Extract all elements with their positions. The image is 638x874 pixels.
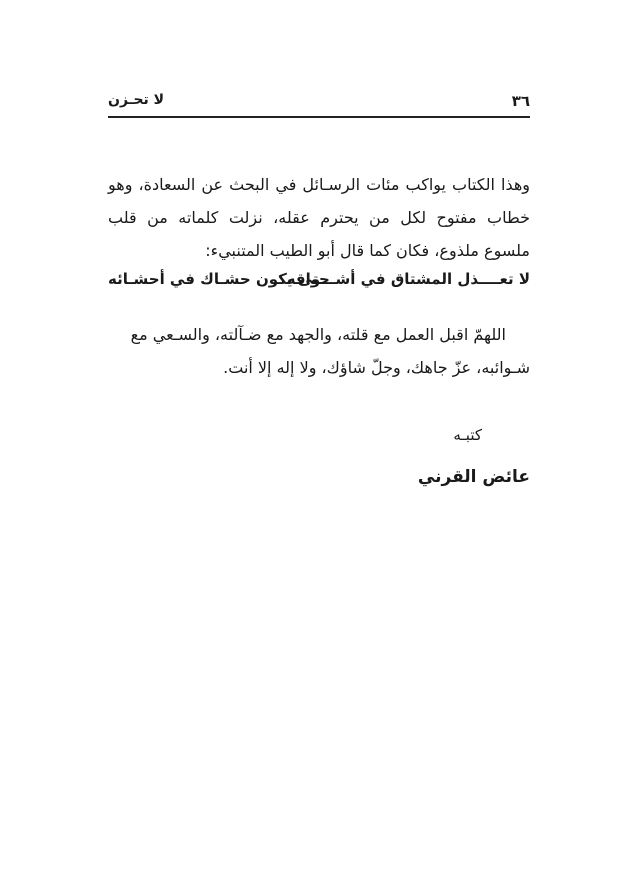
written-by-label: كتبـه [453,426,482,444]
signature-block [108,420,530,492]
page-number: ٣٦ [511,92,530,110]
prayer-text: اللهمّ اقبل العمل مع قلته، والجهد مع ضـآلته، والسـعي مع شـوائبه، عزّ جاهك، وجلّ شاؤك، ولا إله إلا أنت. [130,325,530,377]
closing-prayer [108,318,530,384]
paragraph-text: وهذا الكتاب يواكب مئات الرسـائل في البحث عن السعادة، وهو خطاب مفتوح لكل من يحترم عقله، نزلت كلماته من قلب ملسوع ملذوع، فكان كما قال أبو الطيب المتنبيء: [108,175,530,260]
body-paragraph [108,168,530,267]
poetry-verse [108,270,530,300]
author-name: عائض القرني [417,467,530,487]
page-header [108,92,530,116]
running-title: لا تحـزن [108,92,165,108]
header-divider [108,116,530,118]
verse-second-hemistich: حتى يكون حشـاك في أحشـائه [108,270,330,288]
verse-first-hemistich: لا تعــــذل المشتاق في أشـــواقه [286,270,530,288]
